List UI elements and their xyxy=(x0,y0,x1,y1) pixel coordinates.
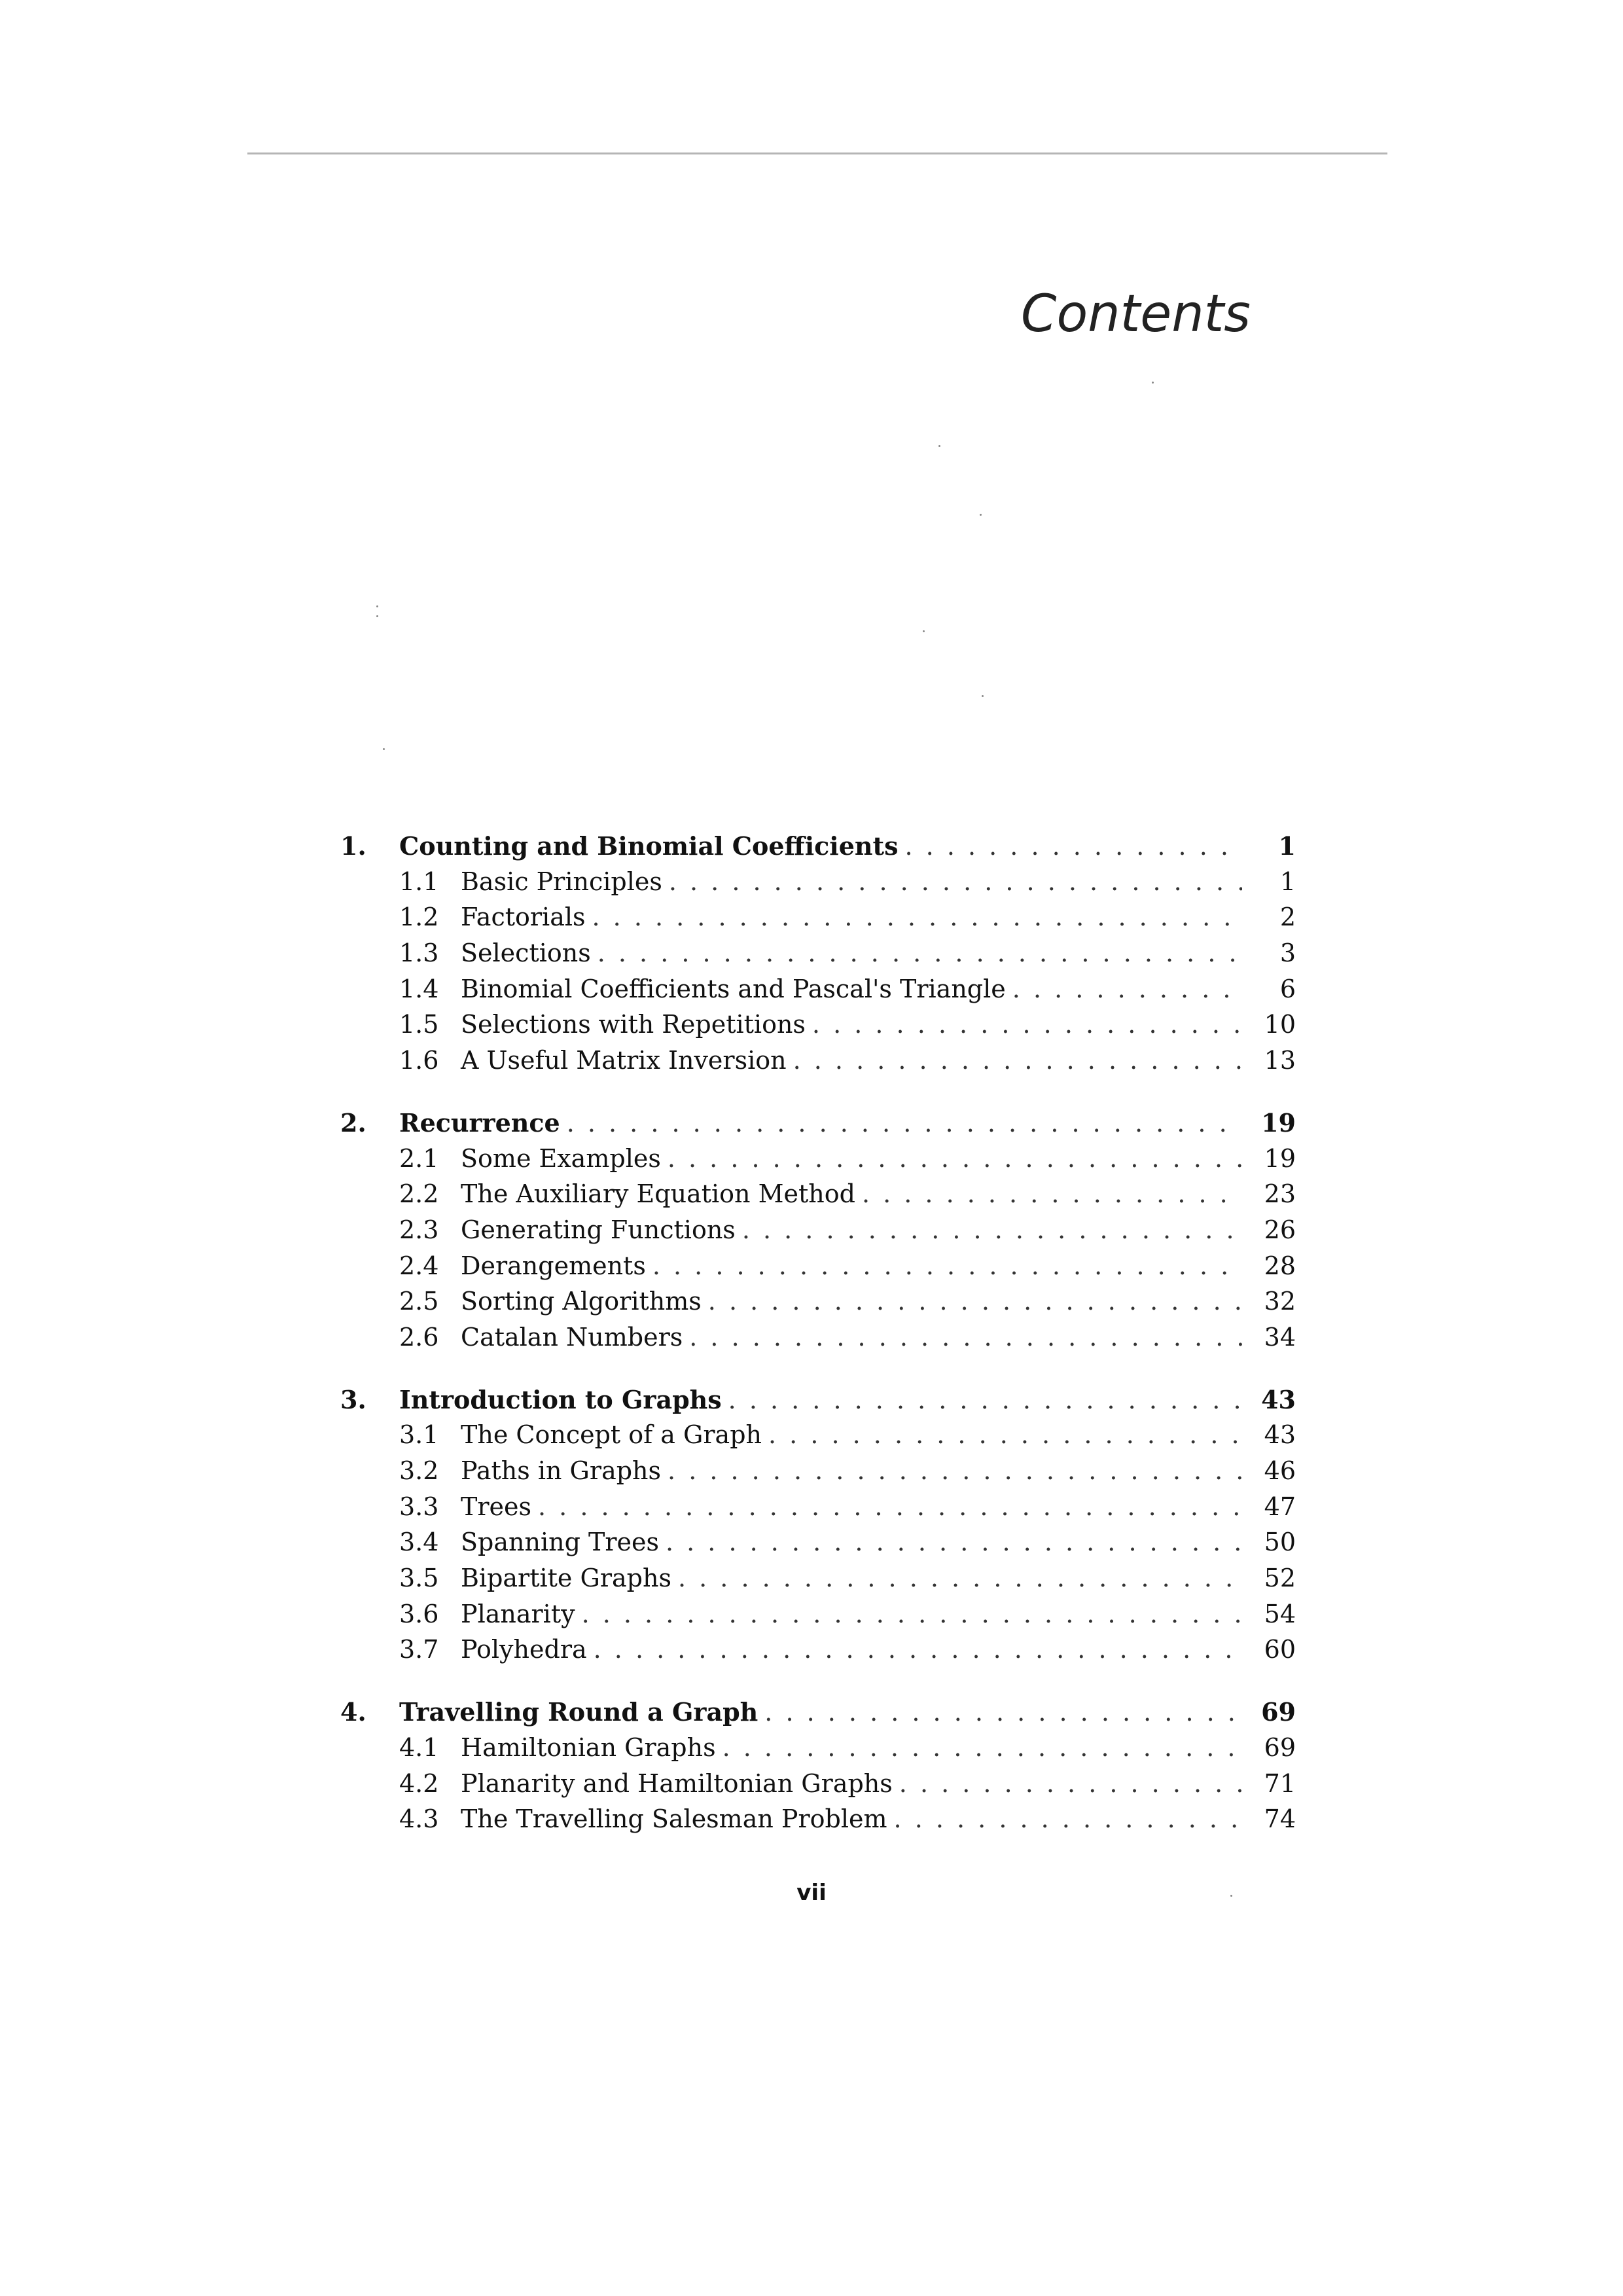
scan-speck xyxy=(938,445,940,447)
section-entry[interactable] xyxy=(340,1144,1296,1180)
section-page: 3 xyxy=(1279,939,1296,968)
section-title: Sorting Algorithms xyxy=(461,1287,702,1316)
section-entry[interactable] xyxy=(340,1804,1296,1840)
chapter-title: Travelling Round a Graph xyxy=(399,1697,758,1727)
chapter-block xyxy=(340,1108,1296,1359)
chapter-number: 4. xyxy=(340,1697,366,1727)
chapter-block xyxy=(340,831,1296,1082)
scan-speck xyxy=(923,630,925,632)
section-number: 4.3 xyxy=(399,1804,439,1834)
section-number: 2.5 xyxy=(399,1287,439,1316)
section-entry[interactable] xyxy=(340,1010,1296,1046)
section-title: Catalan Numbers xyxy=(461,1322,683,1352)
section-number: 3.6 xyxy=(399,1599,439,1628)
section-entry[interactable] xyxy=(340,1635,1296,1671)
section-number: 2.3 xyxy=(399,1215,439,1244)
section-page: 1 xyxy=(1279,867,1296,896)
section-page: 34 xyxy=(1264,1322,1296,1352)
dot-leader xyxy=(905,832,1243,861)
section-title: Planarity and Hamiltonian Graphs xyxy=(461,1768,893,1798)
table-of-contents xyxy=(340,831,1296,1867)
section-page: 10 xyxy=(1264,1010,1296,1039)
section-title: Derangements xyxy=(461,1251,646,1280)
section-entry[interactable] xyxy=(340,939,1296,975)
section-entry[interactable] xyxy=(340,1564,1296,1600)
section-page: 32 xyxy=(1264,1287,1296,1316)
chapter-page: 1 xyxy=(1278,831,1296,861)
scan-speck xyxy=(1152,382,1154,384)
section-title: Basic Principles xyxy=(461,867,662,896)
section-page: 60 xyxy=(1264,1635,1296,1664)
section-title: Selections with Repetitions xyxy=(461,1010,806,1039)
dot-leader xyxy=(669,867,1242,896)
section-page: 54 xyxy=(1264,1599,1296,1628)
section-page: 52 xyxy=(1264,1564,1296,1593)
section-entry[interactable] xyxy=(340,1769,1296,1805)
section-entry[interactable] xyxy=(340,1600,1296,1636)
section-number: 2.4 xyxy=(399,1251,439,1280)
section-page: 47 xyxy=(1264,1492,1296,1521)
dot-leader xyxy=(1012,975,1242,1003)
section-page: 71 xyxy=(1264,1768,1296,1798)
chapter-entry[interactable] xyxy=(340,831,1296,867)
section-entry[interactable] xyxy=(340,903,1296,939)
chapter-title: Recurrence xyxy=(399,1107,560,1138)
dot-leader xyxy=(764,1698,1242,1727)
chapter-entry[interactable] xyxy=(340,1385,1296,1421)
dot-leader xyxy=(708,1287,1242,1316)
section-number: 4.2 xyxy=(399,1768,439,1798)
dot-leader xyxy=(668,1144,1242,1173)
section-page: 28 xyxy=(1264,1251,1296,1280)
section-entry[interactable] xyxy=(340,1251,1296,1287)
dot-leader xyxy=(678,1564,1242,1592)
scan-speck xyxy=(982,695,984,697)
dot-leader xyxy=(666,1528,1242,1556)
section-number: 1.5 xyxy=(399,1010,439,1039)
chapter-page: 43 xyxy=(1261,1384,1296,1414)
dot-leader xyxy=(768,1420,1242,1449)
section-page: 50 xyxy=(1264,1528,1296,1557)
section-title: The Auxiliary Equation Method xyxy=(461,1179,855,1209)
section-entry[interactable] xyxy=(340,1733,1296,1769)
section-entry[interactable] xyxy=(340,1215,1296,1251)
section-title: A Useful Matrix Inversion xyxy=(461,1046,787,1075)
scan-speck xyxy=(980,514,982,516)
scan-speck xyxy=(1230,1895,1232,1897)
top-rule xyxy=(247,152,1387,154)
section-title: Hamiltonian Graphs xyxy=(461,1732,716,1762)
section-page: 46 xyxy=(1264,1456,1296,1485)
section-page: 2 xyxy=(1279,903,1296,932)
section-page: 69 xyxy=(1264,1732,1296,1762)
section-title: Planarity xyxy=(461,1599,575,1628)
chapter-number: 2. xyxy=(340,1107,366,1138)
dot-leader xyxy=(689,1323,1242,1352)
dot-leader xyxy=(652,1251,1242,1280)
dot-leader xyxy=(812,1010,1242,1039)
section-title: Factorials xyxy=(461,903,586,932)
section-entry[interactable] xyxy=(340,1528,1296,1564)
section-number: 1.3 xyxy=(399,939,439,968)
section-number: 3.4 xyxy=(399,1528,439,1557)
section-number: 3.5 xyxy=(399,1564,439,1593)
chapter-page: 19 xyxy=(1261,1107,1296,1138)
chapter-entry[interactable] xyxy=(340,1108,1296,1144)
chapter-title: Introduction to Graphs xyxy=(399,1384,722,1414)
section-number: 1.1 xyxy=(399,867,439,896)
dot-leader xyxy=(594,1635,1242,1664)
dot-leader xyxy=(668,1456,1242,1485)
section-number: 3.1 xyxy=(399,1420,439,1450)
dot-leader xyxy=(538,1492,1242,1521)
dot-leader xyxy=(592,903,1242,931)
section-page: 13 xyxy=(1264,1046,1296,1075)
scan-speck xyxy=(376,615,378,617)
scan-speck xyxy=(376,605,378,607)
section-number: 3.2 xyxy=(399,1456,439,1485)
section-page: 26 xyxy=(1264,1215,1296,1244)
page-title: Contents xyxy=(1021,285,1251,344)
section-title: Binomial Coefficients and Pascal's Triangle xyxy=(461,974,1006,1003)
section-title: Paths in Graphs xyxy=(461,1456,662,1485)
section-entry[interactable] xyxy=(340,1456,1296,1492)
dot-leader xyxy=(722,1733,1242,1762)
section-entry[interactable] xyxy=(340,975,1296,1011)
dot-leader xyxy=(742,1215,1242,1244)
section-title: Spanning Trees xyxy=(461,1528,659,1557)
section-title: Selections xyxy=(461,939,591,968)
section-page: 43 xyxy=(1264,1420,1296,1450)
dot-leader xyxy=(894,1804,1242,1833)
chapter-block xyxy=(340,1385,1296,1672)
section-page: 74 xyxy=(1264,1804,1296,1834)
section-number: 3.3 xyxy=(399,1492,439,1521)
section-title: Polyhedra xyxy=(461,1635,587,1664)
chapter-entry[interactable] xyxy=(340,1697,1296,1733)
section-entry[interactable] xyxy=(340,1179,1296,1215)
chapter-number: 1. xyxy=(340,831,366,861)
section-page: 19 xyxy=(1264,1143,1296,1173)
section-page: 23 xyxy=(1264,1179,1296,1209)
section-number: 1.2 xyxy=(399,903,439,932)
section-number: 2.6 xyxy=(399,1322,439,1352)
section-number: 1.6 xyxy=(399,1046,439,1075)
section-title: Trees xyxy=(461,1492,531,1521)
section-number: 4.1 xyxy=(399,1732,439,1762)
section-title: The Travelling Salesman Problem xyxy=(461,1804,887,1834)
section-title: Some Examples xyxy=(461,1143,661,1173)
section-entry[interactable] xyxy=(340,1492,1296,1528)
section-entry[interactable] xyxy=(340,1046,1296,1082)
dot-leader xyxy=(793,1046,1242,1075)
chapter-block xyxy=(340,1697,1296,1840)
chapter-number: 3. xyxy=(340,1384,366,1414)
scan-speck xyxy=(383,748,385,750)
section-title: The Concept of a Graph xyxy=(461,1420,762,1450)
dot-leader xyxy=(597,939,1242,967)
dot-leader xyxy=(899,1769,1242,1798)
chapter-title: Counting and Binomial Coefficients xyxy=(399,831,899,861)
dot-leader xyxy=(582,1600,1242,1628)
section-number: 1.4 xyxy=(399,974,439,1003)
section-title: Generating Functions xyxy=(461,1215,736,1244)
section-number: 2.1 xyxy=(399,1143,439,1173)
section-entry[interactable] xyxy=(340,1287,1296,1323)
dot-leader xyxy=(728,1386,1242,1414)
dot-leader xyxy=(862,1179,1242,1208)
section-number: 3.7 xyxy=(399,1635,439,1664)
section-entry[interactable] xyxy=(340,867,1296,903)
page-number: vii xyxy=(796,1880,827,1906)
chapter-page: 69 xyxy=(1261,1697,1296,1727)
section-page: 6 xyxy=(1279,974,1296,1003)
section-title: Bipartite Graphs xyxy=(461,1564,671,1593)
dot-leader xyxy=(567,1109,1242,1138)
section-entry[interactable] xyxy=(340,1323,1296,1359)
section-number: 2.2 xyxy=(399,1179,439,1209)
section-entry[interactable] xyxy=(340,1420,1296,1456)
